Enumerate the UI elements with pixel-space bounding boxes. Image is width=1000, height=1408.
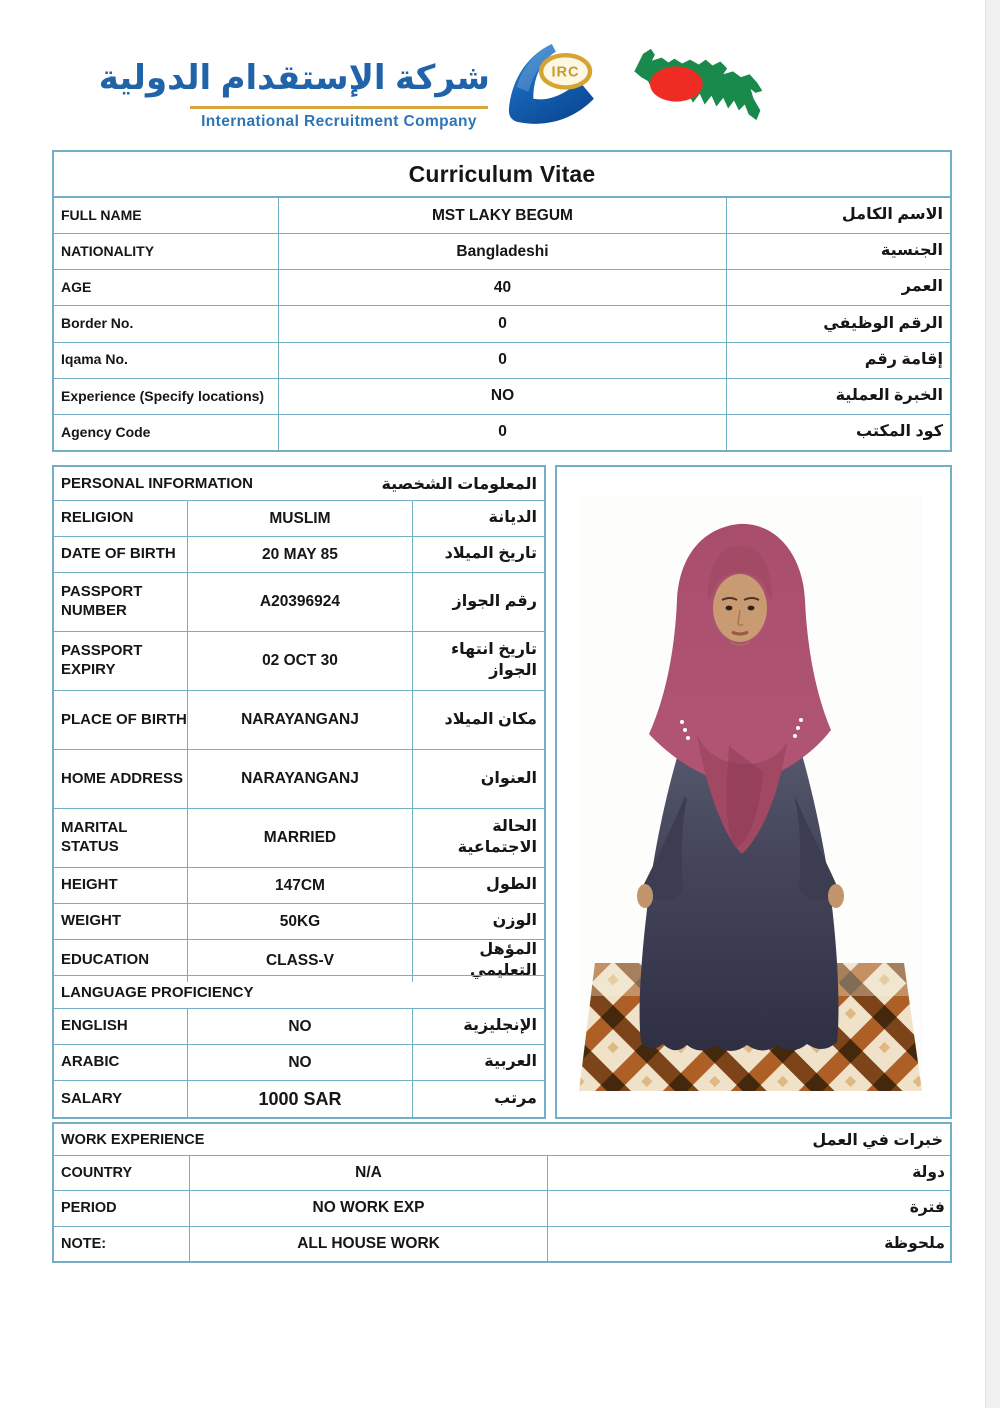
field-label: NATIONALITY	[61, 242, 155, 259]
field-label-arabic: فترة	[547, 1191, 950, 1225]
field-value: MUSLIM	[187, 501, 411, 536]
field-value: 0	[278, 415, 726, 450]
field-label: SALARY	[61, 1089, 123, 1107]
field-value: 1000 SAR	[187, 1081, 411, 1117]
field-label-arabic: الاسم الكامل	[726, 198, 950, 233]
field-label: Agency Code	[61, 423, 151, 440]
field-label-arabic: الوزن	[412, 904, 544, 939]
field-label-arabic: الديانة	[412, 501, 544, 536]
table-row	[54, 233, 950, 269]
field-value: NO	[187, 1009, 411, 1044]
irc-logo-icon	[492, 42, 600, 128]
table-row	[54, 939, 544, 979]
field-value: MST LAKY BEGUM	[278, 198, 726, 233]
field-value: 02 OCT 30	[187, 632, 411, 690]
table-row	[54, 1190, 950, 1225]
field-label-arabic: تاريخ الميلاد	[412, 537, 544, 572]
field-value: NARAYANGANJ	[187, 691, 411, 749]
table-row	[54, 269, 950, 305]
table-row	[54, 536, 544, 572]
field-value: Bangladeshi	[278, 234, 726, 269]
field-label-arabic: العربية	[412, 1045, 544, 1080]
field-label: PERIOD	[61, 1200, 117, 1217]
table-row	[54, 690, 544, 749]
field-value: NARAYANGANJ	[187, 750, 411, 808]
irc-monogram: IRC	[551, 64, 580, 81]
field-label-arabic: العنوان	[412, 750, 544, 808]
table-row	[54, 1008, 544, 1044]
section-title: LANGUAGE PROFICIENCY	[61, 983, 254, 1001]
table-row	[54, 500, 544, 536]
table-row	[54, 808, 544, 867]
field-label: ENGLISH	[61, 1017, 128, 1035]
field-value: NO	[278, 379, 726, 414]
field-label-arabic: الجنسية	[726, 234, 950, 269]
field-label-arabic: تاريخ انتهاء الجواز	[412, 632, 544, 690]
field-label: HOME ADDRESS	[61, 769, 183, 787]
field-label: NOTE:	[61, 1235, 107, 1252]
table-row	[54, 1080, 544, 1117]
field-label: DATE OF BIRTH	[61, 545, 176, 563]
field-label: MARITAL STATUS	[61, 819, 128, 855]
field-label: HEIGHT	[61, 876, 118, 894]
field-value: A20396924	[187, 573, 411, 631]
field-label-arabic: المؤهل التعليمي	[412, 940, 544, 982]
field-label-arabic: العمر	[726, 270, 950, 305]
field-value: 40	[278, 270, 726, 305]
field-value: 50KG	[187, 904, 411, 939]
gold-divider	[190, 106, 488, 109]
table-row	[54, 749, 544, 808]
field-value: NO WORK EXP	[189, 1191, 547, 1225]
company-name-arabic: شركة الإستقدام الدولية	[98, 59, 490, 97]
section-title: WORK EXPERIENCE	[61, 1131, 205, 1148]
field-label-arabic: الخبرة العملية	[726, 379, 950, 414]
field-label: RELIGION	[61, 509, 134, 527]
field-value: N/A	[189, 1156, 547, 1190]
field-label: Experience (Specify locations)	[61, 387, 265, 404]
field-value: 147CM	[187, 868, 411, 903]
field-label: EDUCATION	[61, 951, 150, 969]
field-value: NO	[187, 1045, 411, 1080]
field-value: 0	[278, 343, 726, 378]
table-row	[54, 378, 950, 414]
field-label: FULL NAME	[61, 206, 142, 223]
table-row	[54, 1044, 544, 1080]
bangladesh-map-icon	[616, 42, 766, 128]
summary-table	[52, 150, 952, 452]
candidate-photo	[579, 496, 922, 1091]
personal-info-table	[52, 465, 546, 1119]
table-row	[54, 867, 544, 903]
field-label-arabic: الطول	[412, 868, 544, 903]
work-experience-table	[52, 1122, 952, 1263]
field-value: CLASS-V	[187, 940, 411, 982]
field-value: MARRIED	[187, 809, 411, 867]
field-value: ALL HOUSE WORK	[189, 1227, 547, 1261]
field-label: Iqama No.	[61, 351, 128, 368]
table-row	[54, 342, 950, 378]
field-label-arabic: رقم الجواز	[412, 573, 544, 631]
field-label: COUNTRY	[61, 1165, 133, 1182]
company-name-english: International Recruitment Company	[201, 112, 477, 130]
page-edge	[985, 0, 1000, 1408]
field-value: 20 MAY 85	[187, 537, 411, 572]
field-label-arabic: الحالة الاجتماعية	[412, 809, 544, 867]
field-label-arabic: الرقم الوظيفي	[726, 306, 950, 341]
field-label-arabic: دولة	[547, 1156, 950, 1190]
field-label-arabic: الإنجليزية	[412, 1009, 544, 1044]
field-label: ARABIC	[61, 1053, 120, 1071]
table-row	[54, 414, 950, 450]
table-row	[54, 631, 544, 690]
table-row	[54, 305, 950, 341]
section-title: PERSONAL INFORMATION	[61, 475, 253, 492]
company-brand	[98, 52, 490, 131]
field-label-arabic: مكان الميلاد	[412, 691, 544, 749]
table-row	[54, 572, 544, 631]
field-label: WEIGHT	[61, 912, 121, 930]
page-title: Curriculum Vitae	[54, 152, 950, 197]
table-row	[54, 197, 950, 233]
field-label-arabic: مرتب	[412, 1081, 544, 1117]
section-header	[54, 1124, 950, 1155]
section-header	[54, 975, 544, 1008]
section-title-arabic: خبرات في العمل	[812, 1131, 943, 1149]
field-label: Border No.	[61, 315, 134, 332]
section-title-arabic: المعلومات الشخصية	[381, 475, 537, 493]
table-row	[54, 903, 544, 939]
field-value: 0	[278, 306, 726, 341]
section-header	[54, 467, 544, 500]
field-label: PLACE OF BIRTH	[61, 710, 187, 728]
field-label-arabic: ملحوظة	[547, 1227, 950, 1261]
candidate-photo-frame	[555, 465, 952, 1119]
field-label-arabic: كود المكتب	[726, 415, 950, 450]
table-row	[54, 1226, 950, 1261]
field-label: AGE	[61, 279, 92, 296]
table-row	[54, 1155, 950, 1190]
field-label: PASSPORT NUMBER	[61, 583, 143, 619]
field-label: PASSPORT EXPIRY	[61, 642, 143, 678]
field-label-arabic: إقامة رقم	[726, 343, 950, 378]
